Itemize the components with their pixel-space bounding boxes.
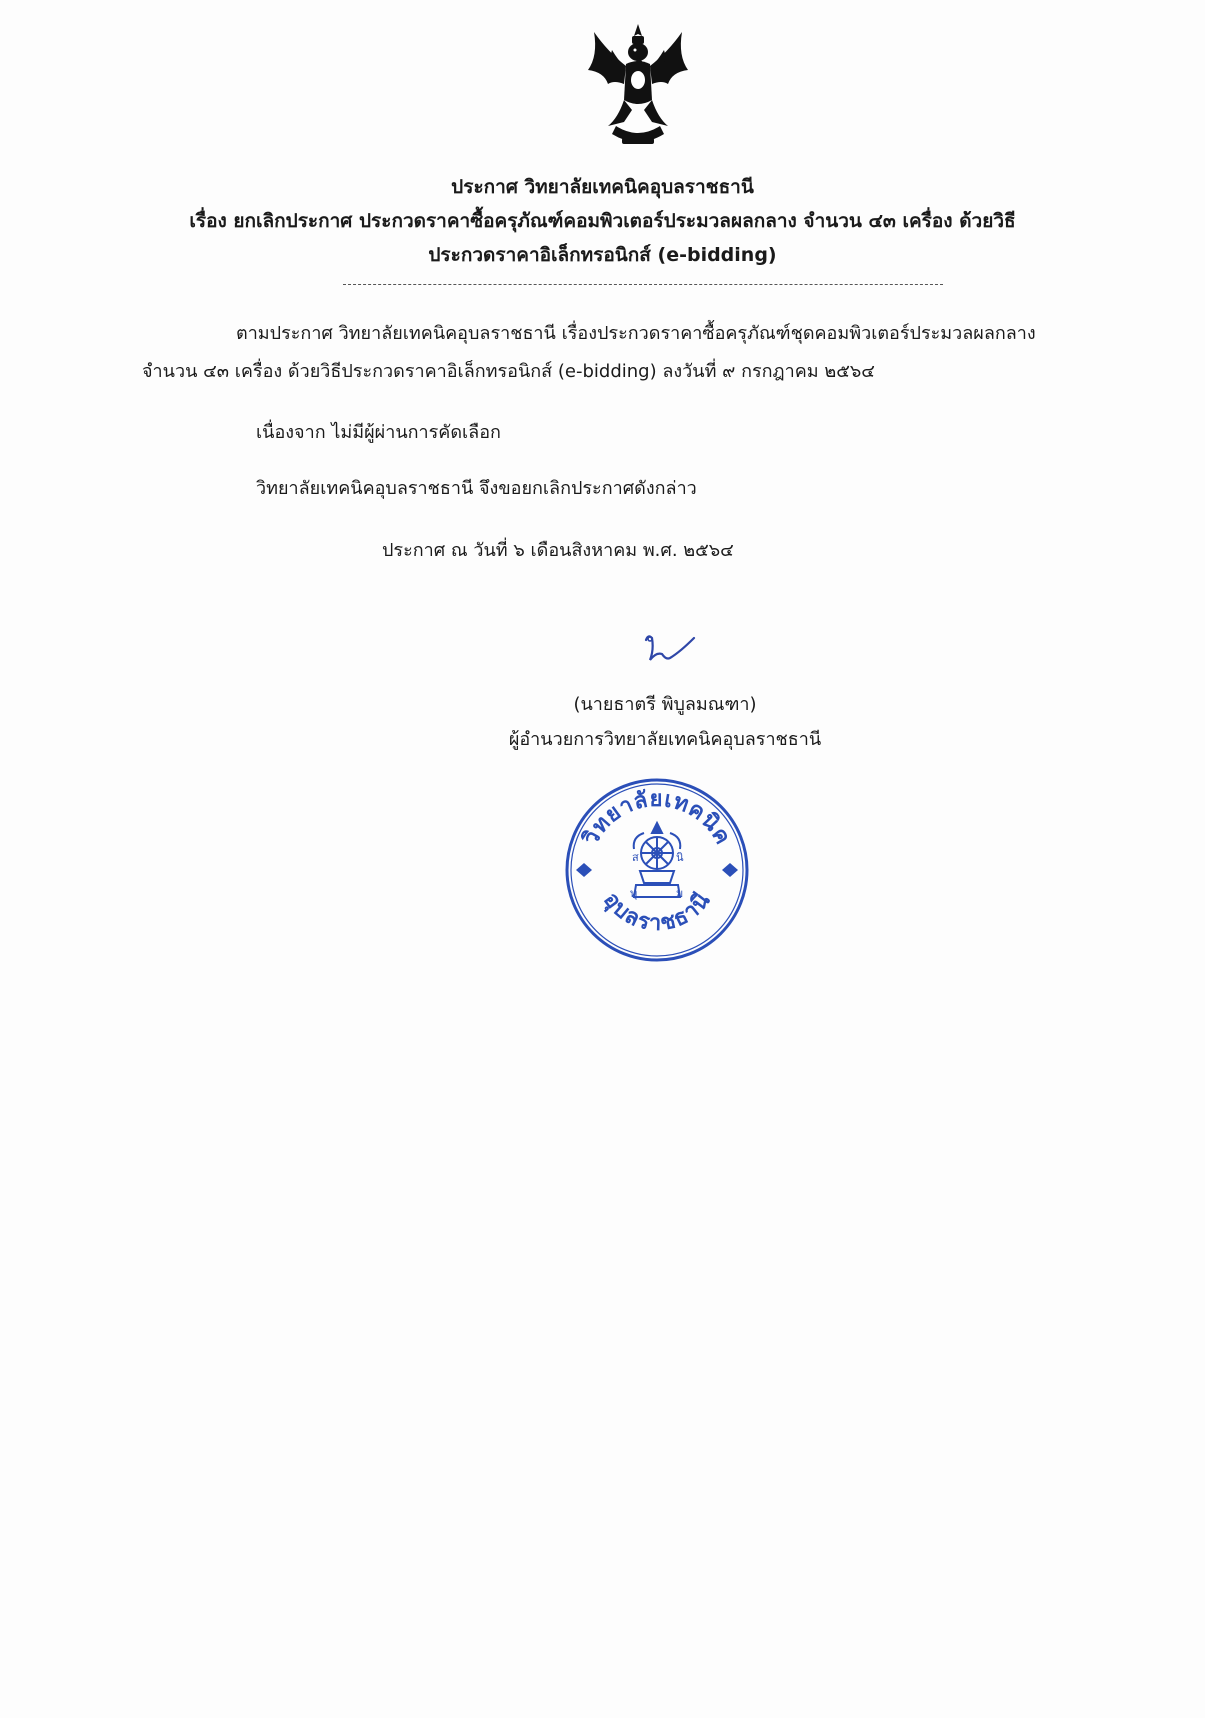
- announcement-title: ประกาศ วิทยาลัยเทคนิคอุบลราชธานี: [451, 176, 754, 198]
- seal-top-text: วิทยาลัยเทคนิค: [578, 786, 736, 850]
- svg-text:อุบลราชธานี: [597, 888, 716, 936]
- announcement-date: ประกาศ ณ วันที่ ๖ เดือนสิงหาคม พ.ศ. ๒๕๖๔: [382, 540, 734, 561]
- body-paragraph-1-line-1: ตามประกาศ วิทยาลัยเทคนิคอุบลราชธานี เรื่องประกวดราคาซื้อครุภัณฑ์ชุดคอมพิวเตอร์ประมวลผลกลาง: [236, 323, 1036, 344]
- college-seal-stamp-icon: [562, 775, 752, 965]
- body-paragraph-1-line-2: จำนวน ๔๓ เครื่อง ด้วยวิธีประกวดราคาอิเล็กทรอนิกส์ (e-bidding) ลงวันที่ ๙ กรกฎาคม ๒๕๖๔: [142, 361, 875, 382]
- seal-letter-3: ทุ: [630, 887, 638, 900]
- seal-letter-4: ม: [676, 887, 684, 900]
- body-paragraph-reason: เนื่องจาก ไม่มีผู้ผ่านการคัดเลือก: [256, 422, 501, 443]
- garuda-emblem-icon: [578, 22, 698, 152]
- subject-line: เรื่อง ยกเลิกประกาศ ประกวดราคาซื้อครุภัณฑ์คอมพิวเตอร์ประมวลผลกลาง จำนวน ๔๓ เครื่อง ด้วยวิธี: [189, 210, 1016, 232]
- signatory-name: (นายธาตรี พิบูลมณฑา): [573, 694, 757, 715]
- divider: [343, 284, 943, 285]
- body-paragraph-cancellation: วิทยาลัยเทคนิคอุบลราชธานี จึงขอยกเลิกประกาศดังกล่าว: [256, 478, 697, 499]
- seal-bottom-text: อุบลราชธานี: [598, 887, 716, 937]
- seal-letter-2: นิ: [676, 851, 684, 864]
- seal-letter-1: ส: [632, 851, 639, 864]
- signatory-position: ผู้อำนวยการวิทยาลัยเทคนิคอุบลราชธานี: [508, 729, 822, 750]
- handwritten-signature-icon: [640, 630, 700, 670]
- subject-line-continued: ประกวดราคาอิเล็กทรอนิกส์ (e-bidding): [428, 244, 777, 266]
